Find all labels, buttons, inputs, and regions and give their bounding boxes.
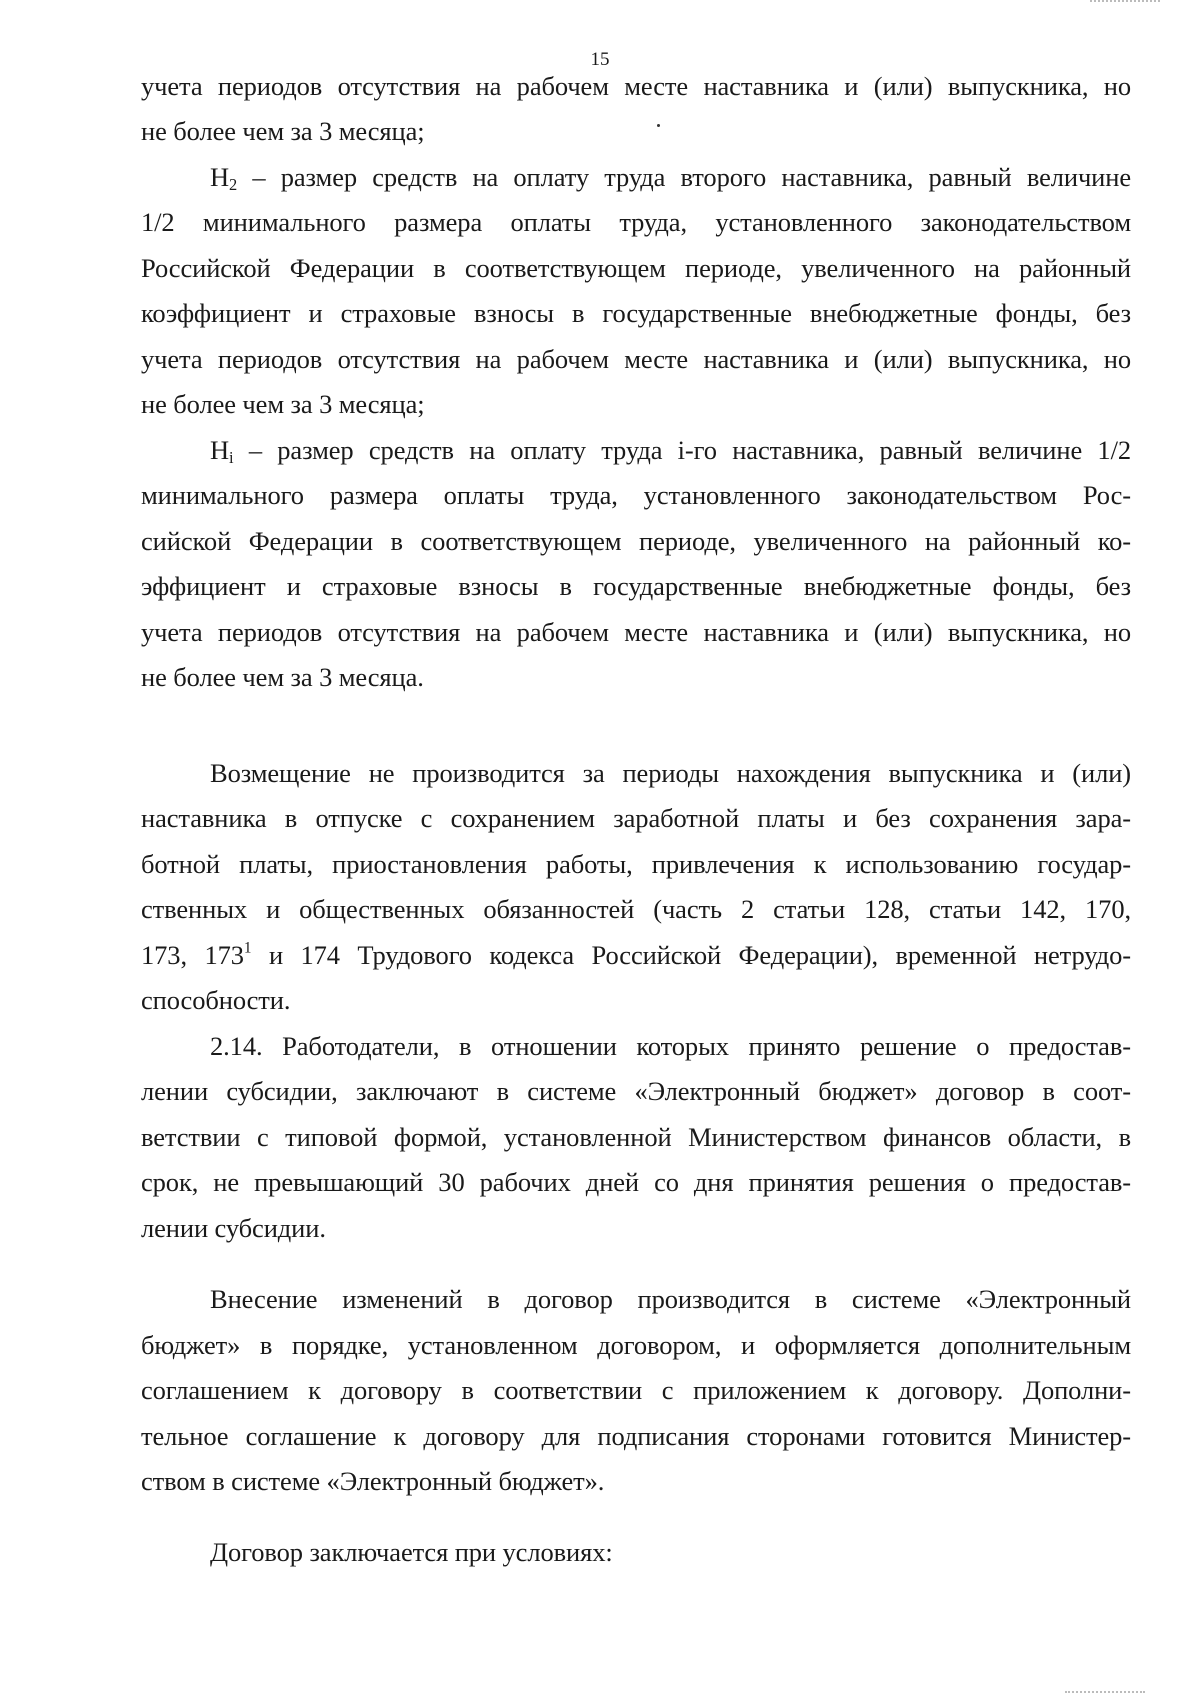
text-line: наставника в отпуске с сохранением заработной платы и без сохранения зара- — [141, 803, 1131, 833]
text-line: 1/2 минимального размера оплаты труда, установленного законодательством — [141, 207, 1131, 237]
text-line: срок, не превышающий 30 рабочих дней со дня принятия решения о предостав- — [141, 1167, 1131, 1197]
scan-artifact-top — [1090, 0, 1160, 5]
text-line: 2.14. Работодатели, в отношении которых принято решение о предостав- — [210, 1031, 1131, 1061]
text-line: ством в системе «Электронный бюджет». — [141, 1466, 605, 1496]
scan-artifact-bottom — [1065, 1688, 1145, 1693]
text-line: не более чем за 3 месяца; — [141, 116, 425, 146]
text-line: лении субсидии, заключают в системе «Электронный бюджет» договор в соот- — [141, 1076, 1131, 1106]
text-line: ботной платы, приостановления работы, привлечения к использованию государ- — [141, 849, 1131, 879]
text-line: учета периодов отсутствия на рабочем месте наставника и (или) выпускника, но — [141, 617, 1131, 647]
h2-symbol: $Н_2$ — [210, 162, 238, 195]
text-line: учета периодов отсутствия на рабочем месте наставника и (или) выпускника, но — [141, 344, 1131, 374]
text-line: бюджет» в порядке, установленном договором, и оформляется дополнительным — [141, 1330, 1131, 1360]
text-line: ветствии с типовой формой, установленной Министерством финансов области, в — [141, 1122, 1131, 1152]
text-line: эффициент и страховые взносы в государственные внебюджетные фонды, без — [141, 571, 1131, 601]
text-line: не более чем за 3 месяца; — [141, 389, 425, 419]
text-line: лении субсидии. — [141, 1213, 326, 1243]
text-line: Внесение изменений в договор производится в системе «Электронный — [210, 1284, 1131, 1314]
text-line: Возмещение не производится за периоды нахождения выпускника и (или) — [210, 758, 1131, 788]
scan-speck — [657, 124, 660, 127]
text-line: тельное соглашение к договору для подписания сторонами готовится Министер- — [141, 1421, 1131, 1451]
article-173-1: $173^1$ — [204, 939, 252, 970]
text-line: ственных и общественных обязанностей (часть 2 статьи 128, статьи 142, 170, — [141, 894, 1131, 924]
text-line: учета периодов отсутствия на рабочем месте наставника и (или) выпускника, но — [141, 71, 1131, 101]
text-line: способности. — [141, 985, 291, 1015]
page-number: 15 — [590, 49, 610, 70]
text-line-articles: 173, $173^1$ и 174 Трудового кодекса Российской Федерации), временной нетрудо- — [141, 939, 1132, 970]
text-line-hi: $Н_i$ – размер средств на оплату труда i-го наставника, равный величине 1/2 — [210, 435, 1131, 468]
text-line: Российской Федерации в соответствующем периоде, увеличенного на районный — [141, 253, 1131, 283]
text-line: коэффициент и страховые взносы в государственные внебюджетные фонды, без — [141, 298, 1131, 328]
text-line-h2: $Н_2$ – размер средств на оплату труда второго наставника, равный величине — [210, 162, 1131, 195]
text-line: не более чем за 3 месяца. — [141, 662, 424, 692]
text-line: Договор заключается при условиях: — [210, 1537, 613, 1567]
hi-symbol: $Н_i$ — [210, 435, 234, 468]
text-line: минимального размера оплаты труда, установленного законодательством Рос- — [141, 480, 1131, 510]
text-line: сийской Федерации в соответствующем периоде, увеличенного на районный ко- — [141, 526, 1131, 556]
text-line: соглашением к договору в соответствии с приложением к договору. Дополни- — [141, 1375, 1131, 1405]
